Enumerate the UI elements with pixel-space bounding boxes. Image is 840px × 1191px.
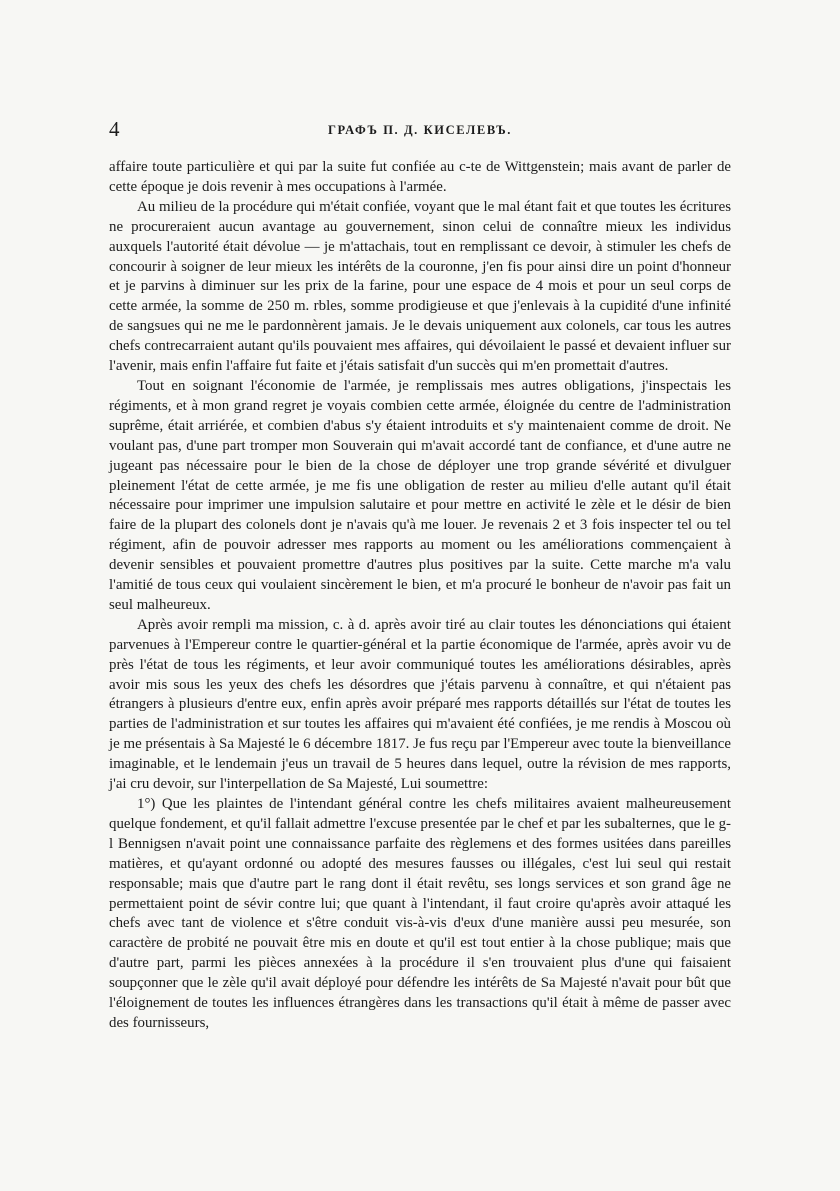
numbered-paragraph: 1°) Que les plaintes de l'intendant général contre les chefs militaires avaient malheureusement quelque fondement, et qu'il fallait admettre l'excuse presentée par le chef et par les subalternes, que le g-l Bennigsen n'avait point une connaissance parfaite des règlemens et des formes usitées dans pareilles matières, et qu'ayant ordonné ou adopté des mesures fausses ou illégales, c'est lui seul qui restait responsable; mais que d'autre part le rang dont il était revêtu, ses longs services et son grand âge ne permettaient point de sévir contre lui; que quant à l'intendant, il faut croire qu'après avoir attaqué les chefs avec tant de violence et s'être conduit vis-à-vis d'eux d'une manière aussi peu mesurée, son caractère de probité ne pouvait être mis en doute et qu'il est tout entier à la chose publique; mais que d'autre part, parmi les pièces annexées à la procédure il s'en trouvaient plus d'une qui faisaient soupçonner que le zèle qu'il avait déployé pour défendre les intérêts de Sa Majesté n'avait pour bût que l'éloignement de toutes les influences étrangères dans les transactions qu'il était à même de passer avec des fournisseurs, bbox=[109, 796, 731, 1031]
page-number: 4 bbox=[109, 117, 120, 141]
body-text bbox=[109, 158, 731, 1034]
paragraph-continuation: affaire toute particulière et qui par la suite fut confiée au c-te de Wittgenstein; mais avant de parler de cette époque je dois revenir à mes occupations à l'armée. bbox=[109, 159, 731, 195]
paragraph: Après avoir rempli ma mission, c. à d. après avoir tiré au clair toutes les dénonciations qui étaient parvenues à l'Empereur contre le quartier-général et la partie économique de l'armée, après avoir vu de près l'état de tous les régiments, et leur avoir communiqué toutes les améliorations désirables, après avoir mis sous les yeux des chefs les désordres que j'étais parvenu à connaître, et qui n'étaient pas étrangers à plusieurs d'entre eux, enfin après avoir préparé mes rapports détaillés sur l'état de toutes les parties de l'administration et sur toutes les affaires qui m'avaient été confiées, je me rendis à Moscou où je me présentais à Sa Majesté le 6 décembre 1817. Je fus reçu par l'Empereur avec toute la bienveillance imaginable, et le lendemain j'eus un travail de 5 heures dans lequel, outre la révision de mes rapports, j'ai cru devoir, sur l'interpellation de Sa Majesté, Lui soumettre: bbox=[109, 616, 731, 793]
page-header bbox=[109, 116, 731, 142]
paragraph: Tout en soignant l'économie de l'armée, je remplissais mes autres obligations, j'inspectais les régiments, et à mon grand regret je voyais combien cette armée, éloignée du centre de l'administration suprême, était arriérée, et combien d'abus s'y étaient introduits et s'y maintenaient comme de droit. Ne voulant pas, d'une part tromper mon Souverain qui m'avait accordé tant de confiance, et d'une autre ne jugeant pas nécessaire pour le bien de la chose de déployer une trop grande sévérité et divulguer pleinement l'état de cette armée, je me fis une obligation de rester au milieu d'elle autant qu'il était nécessaire pour imprimer une impulsion salutaire et pour mettre en activité le zèle et le désir de bien faire de la plupart des colonels dont je n'avais qu'à me louer. Je revenais 2 et 3 fois inspecter tel ou tel régiment, afin de pouvoir adresser mes rapports au moment ou les améliorations commençaient à devenir sensibles et pouvaient promettre d'autres plus positives par la suite. Cette marche m'a valu l'amitié de tous ceux qui voulaient sincèrement le bien, et m'a procuré le bonheur de n'avoir pas fait un seul malheureux. bbox=[109, 377, 731, 613]
paragraph: Au milieu de la procédure qui m'était confiée, voyant que le mal étant fait et que toutes les écritures ne procureraient aucun avantage au gouvernement, sinon celui de connaître mieux les individus auxquels l'autorité était dévolue — je m'attachais, tout en remplissant ce devoir, à stimuler les chefs de concourir à soigner de leur mieux les intérêts de la couronne, j'en fis pour ainsi dire un point d'honneur et je parvins à diminuer sur les prix de la farine, pour une espace de 4 mois et pour un seul corps de cette armée, la somme de 250 m. rbles, somme prodigieuse et que j'enlevais à la cupidité d'une infinité de sangsues qui ne me le pardonnèrent jamais. Je le devais uniquement aux colonels, car tous les autres chefs contrecarraient autant qu'ils pouvaient mes affaires, qui dévoilaient le passé et devaient influer sur l'avenir, mais enfin l'affaire fut faite et j'étais satisfait d'un succès qui m'en promettait d'autres. bbox=[109, 198, 731, 375]
running-title: ГРАФЪ П. Д. КИСЕЛЕВЪ. bbox=[327, 123, 513, 137]
